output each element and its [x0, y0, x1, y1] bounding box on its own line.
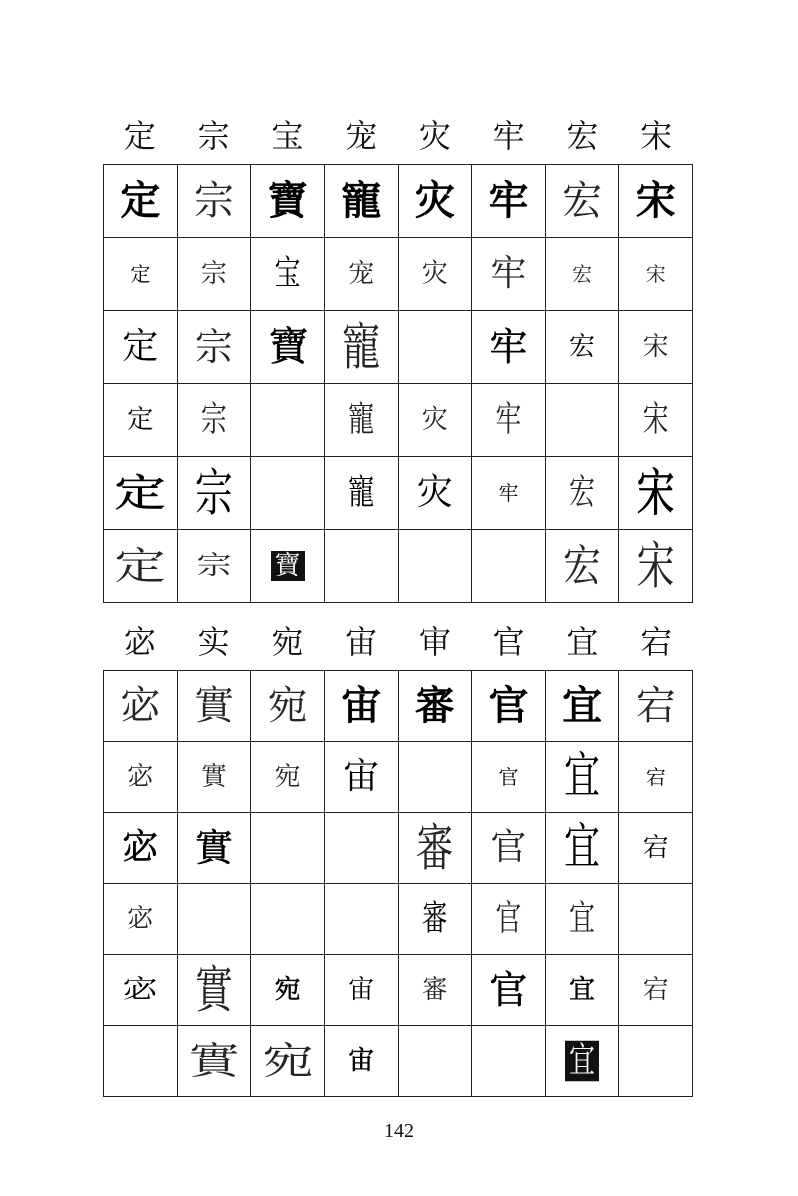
grid-cell [545, 884, 619, 955]
grid-cell [177, 884, 251, 955]
grid-cell [104, 955, 178, 1026]
glyph: 宋 [636, 536, 675, 596]
glyph: 宓 [122, 975, 158, 1005]
grid-cell [398, 671, 472, 742]
glyph: 宙 [343, 756, 380, 797]
table-row [104, 955, 693, 1026]
table-row [104, 1026, 693, 1097]
glyph: 宓 [120, 683, 161, 729]
glyph: 宕 [635, 683, 676, 729]
glyph: 宏 [562, 178, 603, 224]
glyph: 宗 [196, 551, 232, 581]
grid-cell [177, 238, 251, 311]
glyph: 寵 [348, 472, 375, 514]
grid-cell [324, 955, 398, 1026]
glyph: 官 [488, 683, 529, 729]
glyph: 宏 [572, 261, 593, 286]
table-row [104, 671, 693, 742]
glyph: 牢 [488, 178, 529, 224]
grid-cell [177, 955, 251, 1026]
grid-cell [324, 671, 398, 742]
glyph: 寵 [342, 317, 381, 377]
grid-cell [398, 530, 472, 603]
header-char: 宕 [640, 623, 673, 661]
grid-cell [251, 530, 325, 603]
grid-cell [177, 671, 251, 742]
grid-cell [177, 384, 251, 457]
grid-cell [251, 813, 325, 884]
glyph: 寵 [348, 399, 375, 441]
table-row [104, 311, 693, 384]
grid-cell [398, 1026, 472, 1097]
grid-cell [324, 238, 398, 311]
table-row [104, 530, 693, 603]
grid-cell [324, 311, 398, 384]
glyph: 審 [421, 898, 448, 940]
grid-cell [545, 457, 619, 530]
glyph: 寶 [267, 178, 308, 224]
grid-cell [545, 742, 619, 813]
grid-cell [251, 165, 325, 238]
glyph: 宜 [564, 819, 601, 875]
glyph: 定 [114, 471, 166, 515]
grid-cell [545, 530, 619, 603]
grid-cell [545, 165, 619, 238]
header-char: 宙 [345, 623, 378, 661]
grid-cell [398, 955, 472, 1026]
grid-cell [251, 311, 325, 384]
glyph: 實 [194, 826, 233, 870]
grid-cell [472, 384, 546, 457]
grid-cell [472, 813, 546, 884]
grid-cell [251, 457, 325, 530]
header-char: 牢 [492, 117, 525, 155]
glyph: 宕 [642, 833, 669, 863]
grid-cell [619, 311, 693, 384]
grid-cell [619, 384, 693, 457]
glyph: 宓 [127, 904, 154, 934]
grid-cell [398, 165, 472, 238]
glyph: 宠 [348, 259, 375, 289]
header-char: 宋 [640, 117, 673, 155]
grid-cell [398, 742, 472, 813]
grid-cell [472, 530, 546, 603]
grid-cell [177, 457, 251, 530]
glyph: 牢 [495, 399, 522, 441]
glyph: 宜 [569, 975, 596, 1005]
grid-cell [177, 165, 251, 238]
grid-cell [251, 384, 325, 457]
grid-cell [177, 1026, 251, 1097]
glyph: 宛 [274, 975, 301, 1005]
table-row [104, 238, 693, 311]
glyph: 灾 [414, 178, 455, 224]
glyph: 牢 [490, 253, 527, 294]
grid-cell [619, 457, 693, 530]
grid-cell [545, 813, 619, 884]
glyph: 宏 [569, 472, 596, 514]
glyph: 宛 [261, 1039, 314, 1083]
glyph: 宏 [563, 540, 602, 592]
grid-cell [324, 457, 398, 530]
glyph: 官 [498, 764, 519, 789]
glyph: 宕 [642, 975, 669, 1005]
grid-cell [398, 457, 472, 530]
grid-cell [251, 671, 325, 742]
grid-cell [324, 530, 398, 603]
header-char: 宓 [123, 623, 156, 661]
grid-cell [472, 742, 546, 813]
grid-cell [104, 1026, 178, 1097]
glyph: 宜 [564, 748, 601, 804]
grid-cell [104, 311, 178, 384]
grid-cell [104, 530, 178, 603]
glyph: 灾 [421, 259, 448, 289]
grid-cell [619, 671, 693, 742]
glyph: 實 [194, 960, 233, 1020]
glyph: 宙 [341, 683, 382, 729]
glyph: 官 [490, 827, 527, 868]
glyph: 定 [127, 405, 154, 435]
glyph: 宗 [200, 259, 227, 289]
glyph: 牢 [498, 480, 519, 505]
grid-cell [104, 384, 178, 457]
grid-cell [619, 238, 693, 311]
grid-cell [104, 457, 178, 530]
glyph: 實 [193, 683, 234, 729]
glyph: 牢 [489, 325, 528, 369]
table-row [104, 884, 693, 955]
glyph: 定 [130, 261, 151, 286]
glyph: 官 [495, 898, 522, 940]
grid-cell [619, 813, 693, 884]
header-char: 宛 [271, 623, 304, 661]
grid-cell [472, 1026, 546, 1097]
header-char: 定 [123, 117, 156, 155]
glyph: 宜 [569, 898, 596, 940]
header-char: 宗 [197, 117, 230, 155]
glyph: 宗 [200, 399, 227, 441]
header-char: 宝 [271, 117, 304, 155]
grid-cell [324, 1026, 398, 1097]
grid-cell [104, 671, 178, 742]
grid-cell [472, 311, 546, 384]
page-number: 142 [384, 1120, 414, 1142]
section2-grid [103, 670, 693, 1097]
grid-cell [619, 884, 693, 955]
grid-cell [472, 955, 546, 1026]
glyph: 宓 [127, 762, 154, 792]
grid-cell [619, 165, 693, 238]
glyph: 宜 [565, 1041, 599, 1082]
grid-cell [251, 238, 325, 311]
grid-cell [619, 530, 693, 603]
grid-cell [324, 165, 398, 238]
section2-header [103, 622, 693, 662]
table-row [104, 384, 693, 457]
grid-cell [545, 671, 619, 742]
glyph: 審 [414, 683, 455, 729]
glyph: 審 [415, 818, 454, 878]
header-char: 宏 [566, 117, 599, 155]
glyph: 宋 [636, 463, 675, 523]
glyph: 灾 [421, 405, 448, 435]
glyph: 寶 [268, 324, 307, 370]
table-row [104, 742, 693, 813]
glyph: 實 [188, 1039, 240, 1083]
grid-cell [104, 742, 178, 813]
header-char: 审 [418, 623, 451, 661]
glyph: 宛 [274, 762, 301, 792]
grid-cell [251, 742, 325, 813]
grid-cell [619, 742, 693, 813]
grid-cell [545, 955, 619, 1026]
glyph: 灾 [416, 472, 453, 513]
glyph: 宙 [348, 975, 375, 1005]
header-char: 宠 [345, 117, 378, 155]
section1-grid [103, 164, 693, 603]
grid-cell [545, 1026, 619, 1097]
grid-cell [104, 813, 178, 884]
glyph: 官 [489, 968, 528, 1012]
grid-cell [177, 742, 251, 813]
grid-cell [472, 671, 546, 742]
glyph: 審 [421, 975, 448, 1005]
glyph: 定 [122, 326, 159, 367]
grid-cell [545, 311, 619, 384]
grid-cell [398, 884, 472, 955]
header-char: 官 [492, 623, 525, 661]
grid-cell [398, 813, 472, 884]
grid-cell [251, 1026, 325, 1097]
glyph: 宙 [348, 1046, 375, 1076]
table-row [104, 813, 693, 884]
glyph: 宋 [642, 332, 669, 362]
grid-cell [104, 165, 178, 238]
glyph: 定 [120, 178, 161, 224]
grid-cell [472, 238, 546, 311]
grid-cell [324, 813, 398, 884]
grid-cell [104, 884, 178, 955]
glyph: 宋 [635, 178, 676, 224]
grid-cell [545, 238, 619, 311]
table-row [104, 457, 693, 530]
grid-cell [545, 384, 619, 457]
glyph: 宋 [645, 261, 666, 286]
grid-cell [251, 884, 325, 955]
glyph: 宋 [642, 399, 669, 441]
grid-cell [177, 530, 251, 603]
glyph: 宜 [562, 683, 603, 729]
table-row [104, 165, 693, 238]
grid-cell [398, 311, 472, 384]
header-char: 宜 [566, 623, 599, 661]
header-char: 实 [197, 623, 230, 661]
grid-cell [177, 813, 251, 884]
glyph: 宝 [274, 253, 301, 295]
glyph: 宓 [122, 827, 159, 868]
grid-cell [177, 311, 251, 384]
glyph: 宗 [193, 178, 234, 224]
glyph: 定 [114, 544, 166, 588]
glyph: 宏 [569, 332, 596, 362]
grid-cell [398, 384, 472, 457]
grid-cell [324, 742, 398, 813]
grid-cell [104, 238, 178, 311]
grid-cell [619, 1026, 693, 1097]
grid-cell [472, 457, 546, 530]
glyph: 宛 [267, 683, 308, 729]
grid-cell [619, 955, 693, 1026]
header-char: 灾 [418, 117, 451, 155]
glyph: 寶 [271, 551, 305, 581]
glyph: 實 [200, 762, 227, 792]
glyph: 宗 [194, 463, 233, 523]
grid-cell [398, 238, 472, 311]
grid-cell [251, 955, 325, 1026]
grid-cell [324, 384, 398, 457]
grid-cell [472, 884, 546, 955]
grid-cell [324, 884, 398, 955]
glyph: 宕 [645, 764, 666, 789]
section1-header [103, 116, 693, 156]
grid-cell [472, 165, 546, 238]
glyph: 宗 [194, 325, 233, 369]
glyph: 寵 [341, 178, 382, 224]
